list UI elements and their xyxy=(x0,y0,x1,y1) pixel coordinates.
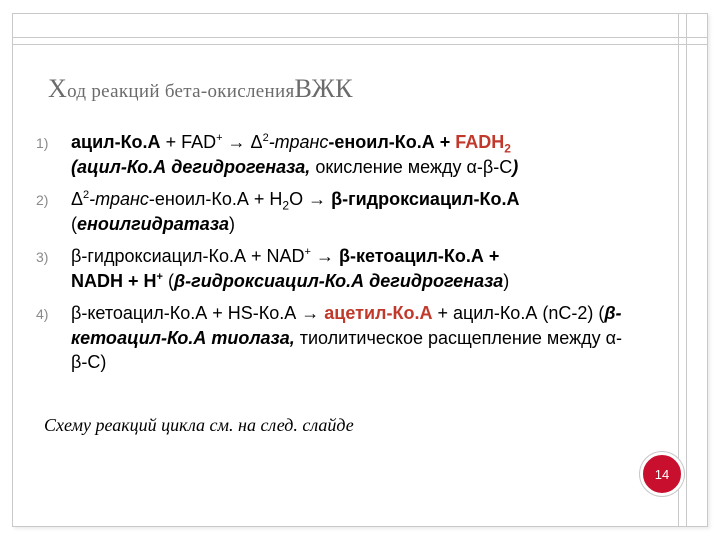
decorative-vertical-stripe xyxy=(678,13,687,527)
footnote: Схему реакций цикла см. на след. слайде xyxy=(44,415,354,435)
step-number: 2) xyxy=(36,192,49,208)
step-number: 1) xyxy=(36,135,49,151)
step-4: 4) β-кетоацил-Ко.А + HS-Ко.А → ацетил-Ко.А + ацил-Ко.А (nС-2) (β-кетоацил-Ко.А тиолаза, тиолитическое расщепление между α-β-С) xyxy=(36,303,623,372)
step-number: 3) xyxy=(36,249,49,265)
step-2: 2) $\Delta^2-транс-еноил-Ко.А + H_2O$ → β-гидроксиацил-Ко.А (еноилгидратаза) xyxy=(36,189,520,234)
decorative-horizontal-stripe xyxy=(12,37,708,45)
step-3: 3) β-гидроксиацил-Ко.А + NAD+ → β-кетоацил-Ко.А + NADH + H+ (β-гидроксиацил-Ко.А дегидрогеназа) xyxy=(36,246,510,291)
page-number-badge: 14 xyxy=(640,452,684,496)
step-1: 1) ацил-Ко.А + $FAD^+ \to \Delta^2-транс-еноил-Ко.А$ + $FADH_2$ (ацил-Ко.А дегидрогеназа, окисление между α-β-С) xyxy=(36,132,519,177)
slide-title: Ход реакций бета-окисленияВЖК xyxy=(48,74,353,103)
step-number: 4) xyxy=(36,306,49,322)
reaction-steps-list xyxy=(36,130,636,383)
